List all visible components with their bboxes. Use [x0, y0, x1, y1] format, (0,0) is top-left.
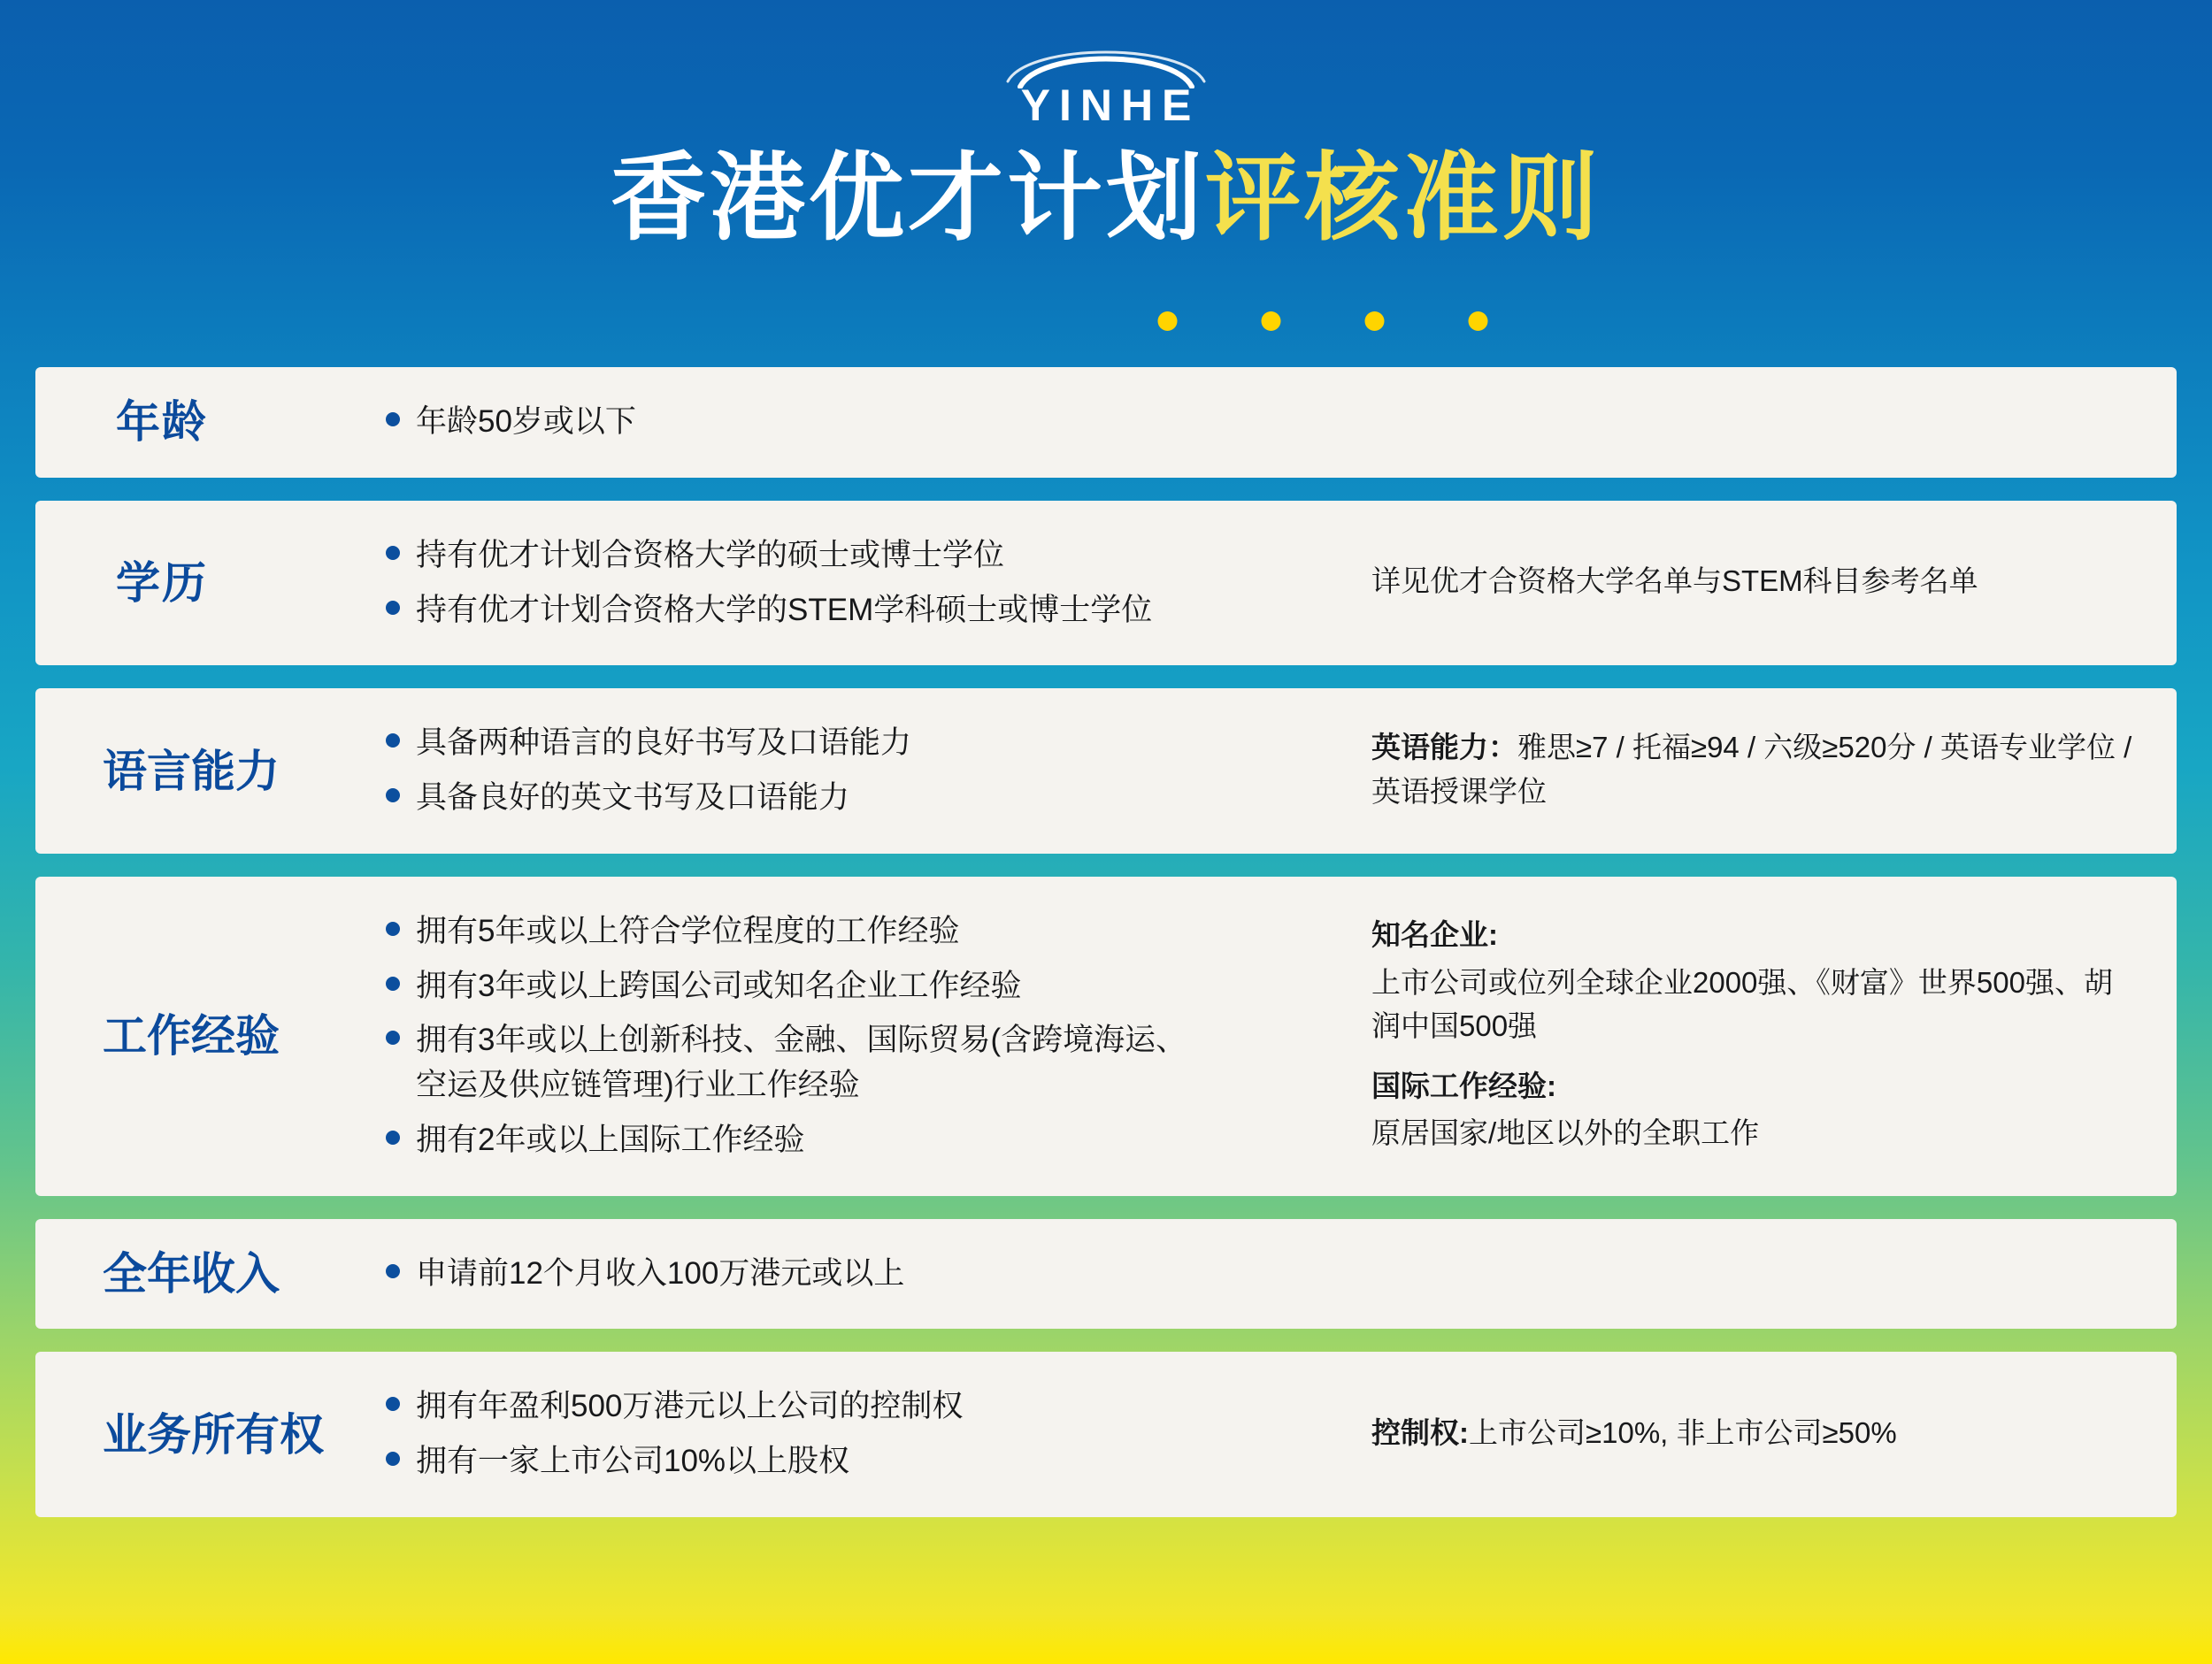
- bullet-dot-icon: [386, 412, 400, 426]
- criteria-row: [35, 1219, 2177, 1330]
- note-label: 知名企业:: [1371, 918, 1498, 952]
- criteria-label: 业务所有权: [103, 1409, 324, 1460]
- note-label: 英语能力：: [1371, 731, 1517, 763]
- list-item: [386, 1018, 1345, 1108]
- page-title-part1: 香港优才计划: [610, 144, 1205, 251]
- criteria-row: [35, 1352, 2177, 1517]
- list-item: [386, 721, 1345, 766]
- bullet-dot-icon: [386, 546, 400, 560]
- bullet-dot-icon: [386, 922, 400, 936]
- bullet-text: 拥有年盈利500万港元以上公司的控制权: [416, 1389, 964, 1424]
- criteria-note: [1363, 1411, 2141, 1459]
- page-title-part2: 评核准则: [1205, 144, 1602, 251]
- note-text: 详见优才合资格大学名单与STEM科目参考名单: [1371, 564, 1978, 598]
- criteria-label: 学历: [116, 558, 208, 608]
- criteria-row: [35, 367, 2177, 478]
- criteria-bullets: [386, 1242, 1363, 1307]
- list-item: [386, 1384, 1345, 1430]
- list-item: [386, 776, 1345, 821]
- note-line: [1371, 559, 2141, 603]
- criteria-bullets: [386, 1375, 1363, 1494]
- bullet-text: 持有优才计划合资格大学的硕士或博士学位: [416, 537, 1005, 572]
- list-item: [386, 1252, 1345, 1297]
- bullet-dot-icon: [386, 1397, 400, 1411]
- bullet-text: 拥有一家上市公司10%以上股权: [416, 1444, 850, 1478]
- criteria-label: 年龄: [116, 397, 208, 448]
- bullet-text: 具备两种语言的良好书写及口语能力: [416, 725, 912, 761]
- bullet-text: 拥有5年或以上符合学位程度的工作经验: [416, 913, 960, 948]
- brand-logo: [973, 42, 1239, 140]
- criteria-note: [1363, 559, 2141, 607]
- bullet-text: 持有优才计划合资格大学的STEM学科硕士或博士学位: [416, 592, 1153, 627]
- bullet-dot-icon: [386, 1452, 400, 1466]
- criteria-list: [0, 367, 2212, 1517]
- criteria-label: 全年收入: [103, 1248, 280, 1299]
- bullet-text: 拥有3年或以上跨国公司或知名企业工作经验: [416, 968, 1022, 1003]
- criteria-note: [1363, 725, 2141, 817]
- criteria-row: [35, 688, 2177, 854]
- list-item: [386, 909, 1345, 955]
- note-line: [1371, 1411, 2141, 1455]
- bullet-text: 具备良好的英文书写及口语能力: [416, 780, 850, 815]
- bullet-dot-icon: [386, 1131, 400, 1145]
- bullet-dot-icon: [386, 733, 400, 748]
- criteria-bullets: [386, 711, 1363, 831]
- criteria-note: [1363, 913, 2141, 1159]
- note-label: 控制权:: [1371, 1415, 1469, 1449]
- criteria-bullets: [386, 900, 1363, 1173]
- bullet-text: 拥有3年或以上创新科技、金融、国际贸易(含跨境海运、空运及供应链管理)行业工作经验: [416, 1023, 1187, 1102]
- bullet-text: 拥有2年或以上国际工作经验: [416, 1122, 805, 1157]
- bullet-dot-icon: [386, 1031, 400, 1045]
- list-item: [386, 1118, 1345, 1163]
- note-text: 雅思≥7 / 托福≥94 / 六级≥520分 / 英语专业学位 / 英语授课学位: [1371, 731, 2132, 808]
- bullet-dot-icon: [386, 601, 400, 615]
- note-text: 原居国家/地区以外的全职工作: [1371, 1116, 1760, 1150]
- note-label: 国际工作经验:: [1371, 1069, 1556, 1102]
- bullet-dot-icon: [386, 977, 400, 991]
- note-text: 上市公司≥10%, 非上市公司≥50%: [1469, 1415, 1897, 1449]
- brand-logo-text: YINHE: [1020, 81, 1201, 130]
- bullet-text: 申请前12个月收入100万港元或以上: [416, 1255, 905, 1291]
- list-item: [386, 964, 1345, 1009]
- dot-icon: [1262, 311, 1281, 331]
- decorative-dots: [1158, 311, 1488, 331]
- criteria-label: 语言能力: [103, 746, 280, 796]
- bullet-text: 年龄50岁或以下: [416, 404, 636, 439]
- list-item: [386, 400, 1345, 445]
- criteria-bullets: [386, 524, 1363, 643]
- dot-icon: [1469, 311, 1488, 331]
- list-item: [386, 1439, 1345, 1484]
- dot-icon: [1158, 311, 1178, 331]
- list-item: [386, 533, 1345, 579]
- criteria-label: 工作经验: [103, 1011, 280, 1062]
- bullet-dot-icon: [386, 1264, 400, 1278]
- dot-icon: [1365, 311, 1385, 331]
- note-text: 上市公司或位列全球企业2000强、《财富》世界500强、胡润中国500强: [1371, 965, 2113, 1043]
- bullet-dot-icon: [386, 788, 400, 802]
- page-title: [0, 146, 2212, 251]
- list-item: [386, 588, 1345, 633]
- poster-header: [0, 0, 2212, 367]
- criteria-row: [35, 501, 2177, 666]
- note-line: [1371, 725, 2141, 813]
- criteria-row: [35, 877, 2177, 1196]
- criteria-bullets: [386, 390, 1363, 455]
